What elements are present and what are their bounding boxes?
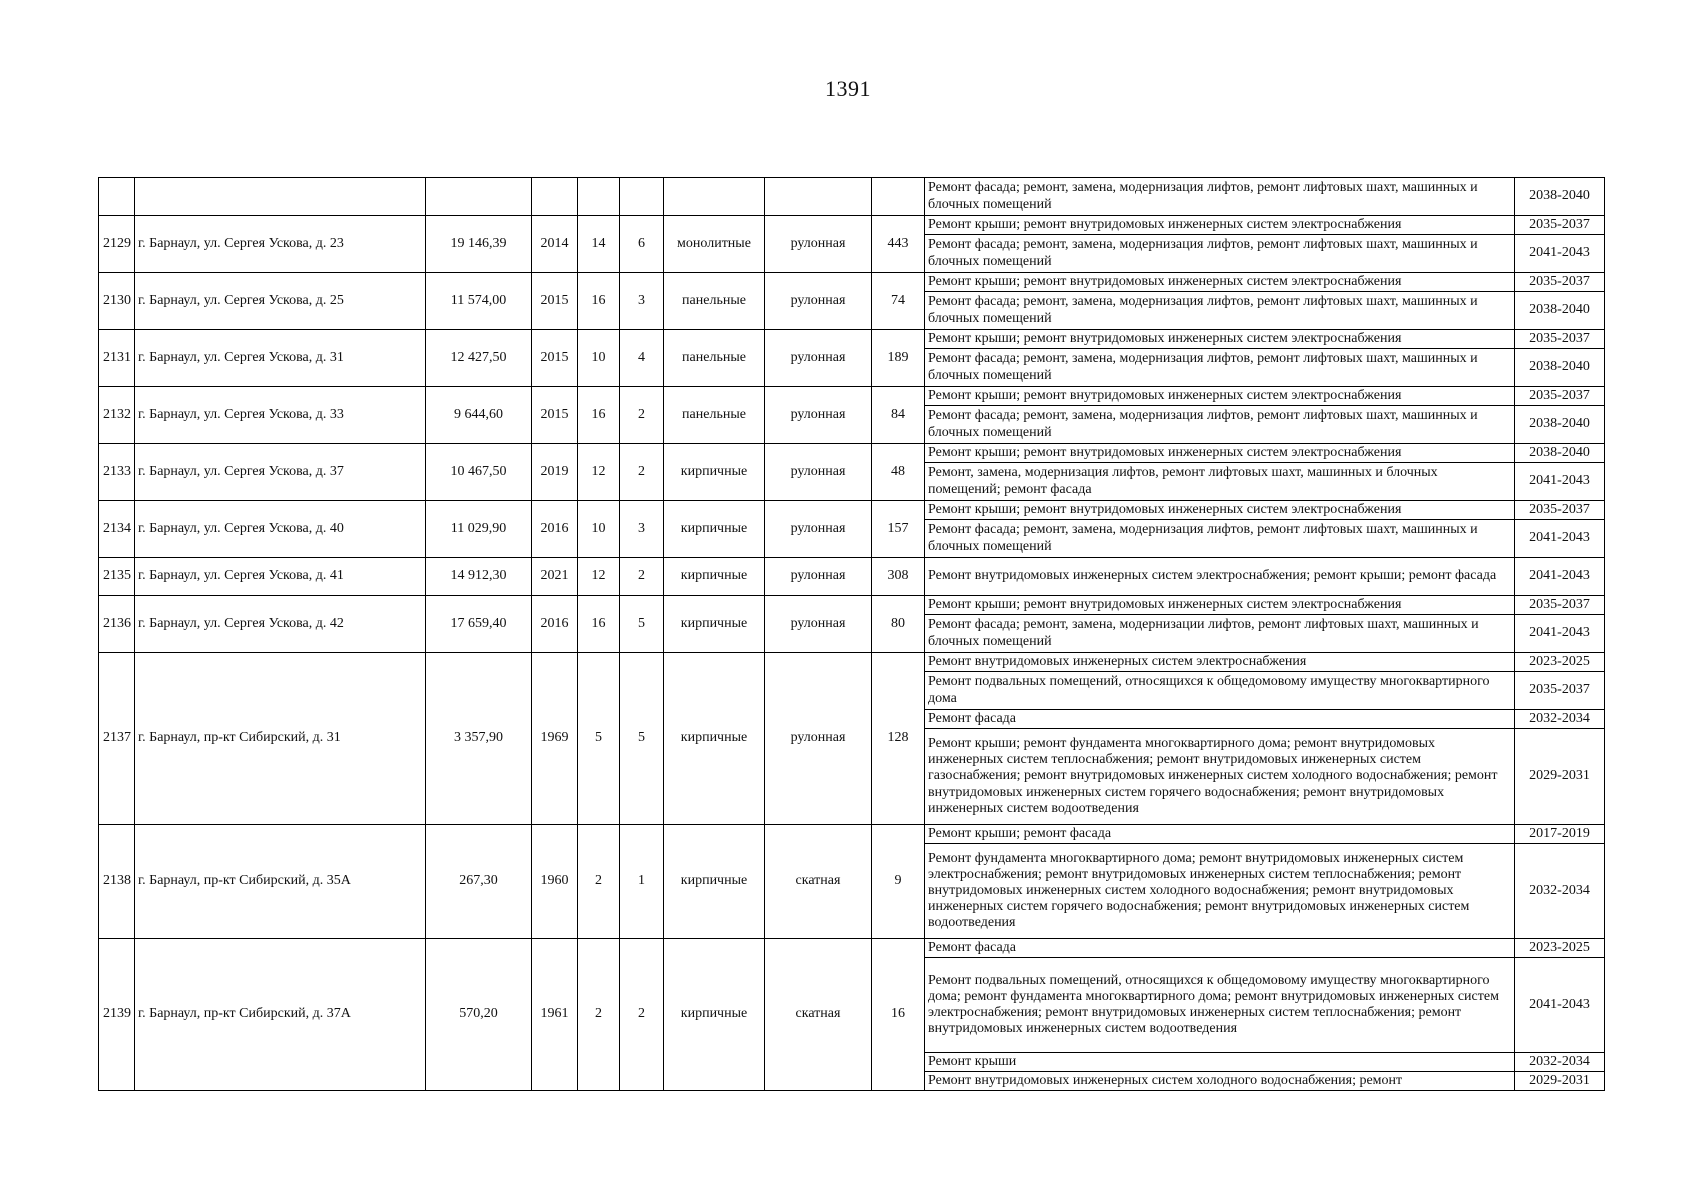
period-cell: 2032-2034 bbox=[1515, 710, 1605, 729]
address-cell: г. Барнаул, ул. Сергея Ускова, д. 23 bbox=[135, 216, 426, 273]
flats-count-cell: 48 bbox=[872, 444, 925, 501]
table-row bbox=[99, 178, 1605, 216]
entrances-cell: 5 bbox=[620, 653, 664, 825]
period-cell: 2038-2040 bbox=[1515, 292, 1605, 330]
flats-count-cell bbox=[872, 178, 925, 216]
roof-type-cell: рулонная bbox=[765, 444, 872, 501]
repair-schedule-table bbox=[98, 177, 1605, 1091]
roof-type-cell: рулонная bbox=[765, 596, 872, 653]
flats-count-cell: 308 bbox=[872, 558, 925, 596]
table-row bbox=[99, 273, 1605, 292]
floors-cell bbox=[578, 178, 620, 216]
area-cell: 11 029,90 bbox=[426, 501, 532, 558]
period-cell: 2017-2019 bbox=[1515, 825, 1605, 844]
roof-type-cell: скатная bbox=[765, 825, 872, 939]
floors-cell: 10 bbox=[578, 330, 620, 387]
area-cell: 9 644,60 bbox=[426, 387, 532, 444]
area-cell: 570,20 bbox=[426, 939, 532, 1091]
work-type-cell: Ремонт фасада bbox=[925, 710, 1515, 729]
table-row bbox=[99, 939, 1605, 958]
year-cell: 2015 bbox=[532, 273, 578, 330]
period-cell: 2035-2037 bbox=[1515, 596, 1605, 615]
work-type-cell: Ремонт фасада; ремонт, замена, модернизация лифтов, ремонт лифтовых шахт, машинных и блочных помещений bbox=[925, 349, 1515, 387]
address-cell: г. Барнаул, пр-кт Сибирский, д. 31 bbox=[135, 653, 426, 825]
address-cell bbox=[135, 178, 426, 216]
flats-count-cell: 443 bbox=[872, 216, 925, 273]
row-number bbox=[99, 178, 135, 216]
work-type-cell: Ремонт крыши bbox=[925, 1053, 1515, 1072]
table-row bbox=[99, 825, 1605, 844]
area-cell: 14 912,30 bbox=[426, 558, 532, 596]
work-type-cell: Ремонт внутридомовых инженерных систем холодного водоснабжения; ремонт bbox=[925, 1072, 1515, 1091]
floors-cell: 2 bbox=[578, 939, 620, 1091]
year-cell bbox=[532, 178, 578, 216]
roof-type-cell: рулонная bbox=[765, 558, 872, 596]
row-number: 2130 bbox=[99, 273, 135, 330]
floors-cell: 14 bbox=[578, 216, 620, 273]
row-number: 2135 bbox=[99, 558, 135, 596]
area-cell: 3 357,90 bbox=[426, 653, 532, 825]
entrances-cell: 2 bbox=[620, 939, 664, 1091]
flats-count-cell: 84 bbox=[872, 387, 925, 444]
year-cell: 1961 bbox=[532, 939, 578, 1091]
row-number: 2132 bbox=[99, 387, 135, 444]
wall-material-cell: кирпичные bbox=[664, 825, 765, 939]
flats-count-cell: 74 bbox=[872, 273, 925, 330]
work-type-cell: Ремонт фасада; ремонт, замена, модернизация лифтов, ремонт лифтовых шахт, машинных и блочных помещений bbox=[925, 235, 1515, 273]
work-type-cell: Ремонт фасада bbox=[925, 939, 1515, 958]
floors-cell: 16 bbox=[578, 387, 620, 444]
period-cell: 2041-2043 bbox=[1515, 958, 1605, 1053]
work-type-cell: Ремонт крыши; ремонт внутридомовых инженерных систем электроснабжения bbox=[925, 444, 1515, 463]
area-cell: 19 146,39 bbox=[426, 216, 532, 273]
year-cell: 2019 bbox=[532, 444, 578, 501]
entrances-cell: 2 bbox=[620, 558, 664, 596]
period-cell: 2032-2034 bbox=[1515, 1053, 1605, 1072]
period-cell: 2029-2031 bbox=[1515, 1072, 1605, 1091]
floors-cell: 16 bbox=[578, 273, 620, 330]
work-type-cell: Ремонт крыши; ремонт внутридомовых инженерных систем электроснабжения bbox=[925, 273, 1515, 292]
period-cell: 2041-2043 bbox=[1515, 520, 1605, 558]
flats-count-cell: 80 bbox=[872, 596, 925, 653]
period-cell: 2032-2034 bbox=[1515, 844, 1605, 939]
work-type-cell: Ремонт фасада; ремонт, замена, модернизация лифтов, ремонт лифтовых шахт, машинных и блочных помещений bbox=[925, 520, 1515, 558]
work-type-cell: Ремонт крыши; ремонт внутридомовых инженерных систем электроснабжения bbox=[925, 387, 1515, 406]
wall-material-cell: панельные bbox=[664, 330, 765, 387]
address-cell: г. Барнаул, ул. Сергея Ускова, д. 31 bbox=[135, 330, 426, 387]
work-type-cell: Ремонт внутридомовых инженерных систем электроснабжения; ремонт крыши; ремонт фасада bbox=[925, 558, 1515, 596]
entrances-cell: 2 bbox=[620, 387, 664, 444]
table-row bbox=[99, 653, 1605, 672]
period-cell: 2035-2037 bbox=[1515, 330, 1605, 349]
area-cell: 11 574,00 bbox=[426, 273, 532, 330]
wall-material-cell: кирпичные bbox=[664, 501, 765, 558]
wall-material-cell: монолитные bbox=[664, 216, 765, 273]
period-cell: 2041-2043 bbox=[1515, 558, 1605, 596]
entrances-cell: 2 bbox=[620, 444, 664, 501]
row-number: 2137 bbox=[99, 653, 135, 825]
year-cell: 2015 bbox=[532, 330, 578, 387]
floors-cell: 12 bbox=[578, 558, 620, 596]
flats-count-cell: 128 bbox=[872, 653, 925, 825]
flats-count-cell: 189 bbox=[872, 330, 925, 387]
period-cell: 2035-2037 bbox=[1515, 387, 1605, 406]
row-number: 2139 bbox=[99, 939, 135, 1091]
table-row bbox=[99, 501, 1605, 520]
address-cell: г. Барнаул, ул. Сергея Ускова, д. 37 bbox=[135, 444, 426, 501]
roof-type-cell bbox=[765, 178, 872, 216]
work-type-cell: Ремонт внутридомовых инженерных систем электроснабжения bbox=[925, 653, 1515, 672]
period-cell: 2035-2037 bbox=[1515, 672, 1605, 710]
work-type-cell: Ремонт фундамента многоквартирного дома; ремонт внутридомовых инженерных систем электроснабжения; ремонт внутридомовых инженерных систем теплоснабжения; ремонт внутридомовых инженерных систем холодного водоснабжения; ремонт внутридомовых инженерных систем горячего водоснабжения; ремонт внутридомовых инженерных систем водоотведения bbox=[925, 844, 1515, 939]
table-row bbox=[99, 596, 1605, 615]
flats-count-cell: 16 bbox=[872, 939, 925, 1091]
wall-material-cell: панельные bbox=[664, 273, 765, 330]
page-number: 1391 bbox=[825, 76, 871, 101]
work-type-cell: Ремонт фасада; ремонт, замена, модернизация лифтов, ремонт лифтовых шахт, машинных и блочных помещений bbox=[925, 178, 1515, 216]
entrances-cell: 5 bbox=[620, 596, 664, 653]
area-cell: 267,30 bbox=[426, 825, 532, 939]
row-number: 2129 bbox=[99, 216, 135, 273]
wall-material-cell bbox=[664, 178, 765, 216]
flats-count-cell: 157 bbox=[872, 501, 925, 558]
period-cell: 2038-2040 bbox=[1515, 349, 1605, 387]
work-type-cell: Ремонт подвальных помещений, относящихся к общедомовому имуществу многоквартирного дома bbox=[925, 672, 1515, 710]
table-row bbox=[99, 330, 1605, 349]
wall-material-cell: кирпичные bbox=[664, 653, 765, 825]
year-cell: 2014 bbox=[532, 216, 578, 273]
work-type-cell: Ремонт крыши; ремонт фасада bbox=[925, 825, 1515, 844]
period-cell: 2038-2040 bbox=[1515, 406, 1605, 444]
year-cell: 2021 bbox=[532, 558, 578, 596]
period-cell: 2038-2040 bbox=[1515, 444, 1605, 463]
row-number: 2134 bbox=[99, 501, 135, 558]
row-number: 2133 bbox=[99, 444, 135, 501]
roof-type-cell: рулонная bbox=[765, 330, 872, 387]
wall-material-cell: панельные bbox=[664, 387, 765, 444]
roof-type-cell: рулонная bbox=[765, 216, 872, 273]
area-cell: 12 427,50 bbox=[426, 330, 532, 387]
entrances-cell bbox=[620, 178, 664, 216]
period-cell: 2041-2043 bbox=[1515, 615, 1605, 653]
roof-type-cell: рулонная bbox=[765, 387, 872, 444]
row-number: 2136 bbox=[99, 596, 135, 653]
wall-material-cell: кирпичные bbox=[664, 444, 765, 501]
address-cell: г. Барнаул, ул. Сергея Ускова, д. 25 bbox=[135, 273, 426, 330]
area-cell: 10 467,50 bbox=[426, 444, 532, 501]
address-cell: г. Барнаул, ул. Сергея Ускова, д. 42 bbox=[135, 596, 426, 653]
floors-cell: 16 bbox=[578, 596, 620, 653]
year-cell: 1960 bbox=[532, 825, 578, 939]
period-cell: 2023-2025 bbox=[1515, 653, 1605, 672]
address-cell: г. Барнаул, ул. Сергея Ускова, д. 41 bbox=[135, 558, 426, 596]
address-cell: г. Барнаул, ул. Сергея Ускова, д. 40 bbox=[135, 501, 426, 558]
address-cell: г. Барнаул, пр-кт Сибирский, д. 35А bbox=[135, 825, 426, 939]
period-cell: 2035-2037 bbox=[1515, 273, 1605, 292]
wall-material-cell: кирпичные bbox=[664, 939, 765, 1091]
work-type-cell: Ремонт крыши; ремонт внутридомовых инженерных систем электроснабжения bbox=[925, 596, 1515, 615]
work-type-cell: Ремонт фасада; ремонт, замена, модернизации лифтов, ремонт лифтовых шахт, машинных и блочных помещений bbox=[925, 615, 1515, 653]
row-number: 2138 bbox=[99, 825, 135, 939]
roof-type-cell: рулонная bbox=[765, 501, 872, 558]
wall-material-cell: кирпичные bbox=[664, 596, 765, 653]
year-cell: 2015 bbox=[532, 387, 578, 444]
period-cell: 2041-2043 bbox=[1515, 463, 1605, 501]
table-row bbox=[99, 387, 1605, 406]
work-type-cell: Ремонт фасада; ремонт, замена, модернизация лифтов, ремонт лифтовых шахт, машинных и блочных помещений bbox=[925, 292, 1515, 330]
entrances-cell: 4 bbox=[620, 330, 664, 387]
floors-cell: 12 bbox=[578, 444, 620, 501]
table-row bbox=[99, 216, 1605, 235]
roof-type-cell: рулонная bbox=[765, 273, 872, 330]
table-row bbox=[99, 558, 1605, 596]
entrances-cell: 1 bbox=[620, 825, 664, 939]
entrances-cell: 6 bbox=[620, 216, 664, 273]
floors-cell: 2 bbox=[578, 825, 620, 939]
area-cell bbox=[426, 178, 532, 216]
work-type-cell: Ремонт подвальных помещений, относящихся к общедомовому имуществу многоквартирного дома; ремонт фундамента многоквартирного дома; ремонт внутридомовых инженерных систем электроснабжения; ремонт внутридомовых инженерных систем теплоснабжения; ремонт внутридомовых инженерных систем водоотведения bbox=[925, 958, 1515, 1053]
work-type-cell: Ремонт крыши; ремонт внутридомовых инженерных систем электроснабжения bbox=[925, 330, 1515, 349]
floors-cell: 10 bbox=[578, 501, 620, 558]
roof-type-cell: скатная bbox=[765, 939, 872, 1091]
address-cell: г. Барнаул, пр-кт Сибирский, д. 37А bbox=[135, 939, 426, 1091]
work-type-cell: Ремонт фасада; ремонт, замена, модернизация лифтов, ремонт лифтовых шахт, машинных и блочных помещений bbox=[925, 406, 1515, 444]
period-cell: 2041-2043 bbox=[1515, 235, 1605, 273]
entrances-cell: 3 bbox=[620, 273, 664, 330]
period-cell: 2023-2025 bbox=[1515, 939, 1605, 958]
wall-material-cell: кирпичные bbox=[664, 558, 765, 596]
work-type-cell: Ремонт крыши; ремонт внутридомовых инженерных систем электроснабжения bbox=[925, 216, 1515, 235]
period-cell: 2038-2040 bbox=[1515, 178, 1605, 216]
work-type-cell: Ремонт крыши; ремонт фундамента многоквартирного дома; ремонт внутридомовых инженерных систем теплоснабжения; ремонт внутридомовых инженерных систем газоснабжения; ремонт внутридомовых инженерных систем холодного водоснабжения; ремонт внутридомовых инженерных систем горячего водоснабжения; ремонт внутридомовых инженерных систем водоотведения bbox=[925, 729, 1515, 825]
address-cell: г. Барнаул, ул. Сергея Ускова, д. 33 bbox=[135, 387, 426, 444]
period-cell: 2035-2037 bbox=[1515, 501, 1605, 520]
period-cell: 2035-2037 bbox=[1515, 216, 1605, 235]
table-row bbox=[99, 444, 1605, 463]
entrances-cell: 3 bbox=[620, 501, 664, 558]
area-cell: 17 659,40 bbox=[426, 596, 532, 653]
year-cell: 1969 bbox=[532, 653, 578, 825]
flats-count-cell: 9 bbox=[872, 825, 925, 939]
year-cell: 2016 bbox=[532, 596, 578, 653]
period-cell: 2029-2031 bbox=[1515, 729, 1605, 825]
roof-type-cell: рулонная bbox=[765, 653, 872, 825]
work-type-cell: Ремонт, замена, модернизация лифтов, ремонт лифтовых шахт, машинных и блочных помещений; ремонт фасада bbox=[925, 463, 1515, 501]
work-type-cell: Ремонт крыши; ремонт внутридомовых инженерных систем электроснабжения bbox=[925, 501, 1515, 520]
floors-cell: 5 bbox=[578, 653, 620, 825]
year-cell: 2016 bbox=[532, 501, 578, 558]
table-body bbox=[99, 178, 1605, 1091]
row-number: 2131 bbox=[99, 330, 135, 387]
